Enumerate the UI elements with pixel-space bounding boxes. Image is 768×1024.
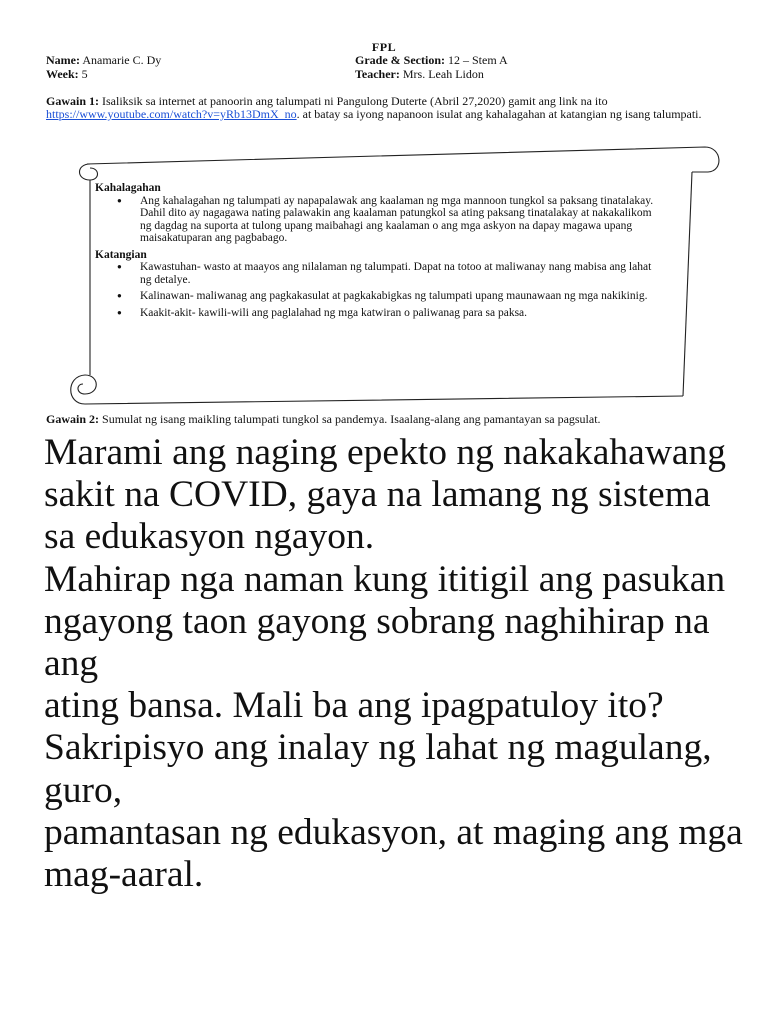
kahalagahan-heading: Kahalagahan [95, 182, 161, 194]
kahalagahan-list [95, 195, 655, 245]
essay-paragraph: ating bansa. Mali ba ang ipagpatuloy ito? Sakripisyo ang inalay ng lahat ng magulang, guro, [44, 685, 712, 811]
list-item: ● Kawastuhan- wasto at maayos ang nilalaman ng talumpati. Dapat na totoo at maliwanay nang mabisa ang lahat ng detalye. [117, 261, 655, 286]
gawain-2-instructions [46, 413, 726, 426]
essay-body [44, 432, 744, 896]
name-label: Name: [46, 53, 80, 67]
week-label: Week: [46, 67, 79, 81]
grade-section [355, 53, 508, 67]
gawain-2-label: Gawain 2: [46, 412, 100, 426]
name-value: Anamarie C. Dy [79, 53, 162, 67]
gawain-1-text-after: . at batay sa iyong napanoon isulat ang kahalagahan at katangian ng isang talumpati. [296, 107, 702, 121]
gawain-1-instructions [46, 95, 726, 121]
essay-paragraph: Mahirap nga naman kung ititigil ang pasukan ngayong taon gayong sobrang naghihirap na ang [44, 558, 726, 685]
gawain-1-text: Isaliksik sa internet at panoorin ang talumpati ni Pangulong Duterte (Abril 27,2020) gamit ang link na ito [99, 94, 608, 108]
grade-value: 12 – Stem A [444, 53, 508, 67]
week [46, 67, 88, 81]
teacher-label: Teacher: [355, 67, 400, 81]
teacher [355, 67, 484, 81]
scroll-content [95, 182, 655, 323]
grade-label: Grade & Section: [355, 53, 445, 67]
essay-paragraph: Marami ang naging epekto ng nakakahawang sakit na COVID, gaya na lamang ng sistema sa edukasyon ngayon. [44, 432, 727, 558]
katangian-heading: Katangian [95, 248, 147, 261]
student-name [46, 53, 161, 67]
katangian-list [95, 261, 655, 319]
essay-paragraph: pamantasan ng edukasyon, at maging ang mga mag-aaral. [44, 811, 743, 896]
list-item: ● Ang kahalagahan ng talumpati ay napapalawak ang kaalaman ng mga mannoon tungkol sa paksang tinatalakay. Dahil dito ay nagagawa nating palawakin ang kaalaman patungkol sa ating paksang tinatalakay at nakakalikom ng dagdag na suporta at tulong upang maibahagi ang kaalaman o ang mga askyon na dapay magawa upang maisakatuparan ang pagbabago. [117, 195, 655, 245]
scroll-banner [40, 142, 730, 412]
youtube-link[interactable]: https://www.youtube.com/watch?v=yRb13DmX_no [46, 107, 297, 121]
list-item: ● Kalinawan- maliwanag ang pagkakasulat at pagkakabigkas ng talumpati upang maunawaan ng mga nakikinig. [117, 290, 655, 303]
gawain-1-label: Gawain 1: [46, 94, 100, 108]
teacher-value: Mrs. Leah Lidon [399, 67, 484, 81]
week-value: 5 [78, 67, 88, 81]
list-item: ● Kaakit-akit- kawili-wili ang paglalahad ng mga katwiran o paliwanag para sa paksa. [117, 307, 655, 320]
gawain-2-text: Sumulat ng isang maikling talumpati tungkol sa pandemya. Isaalang-alang ang pamantayan sa pagsulat. [99, 412, 601, 426]
document-title: FPL [371, 40, 397, 54]
